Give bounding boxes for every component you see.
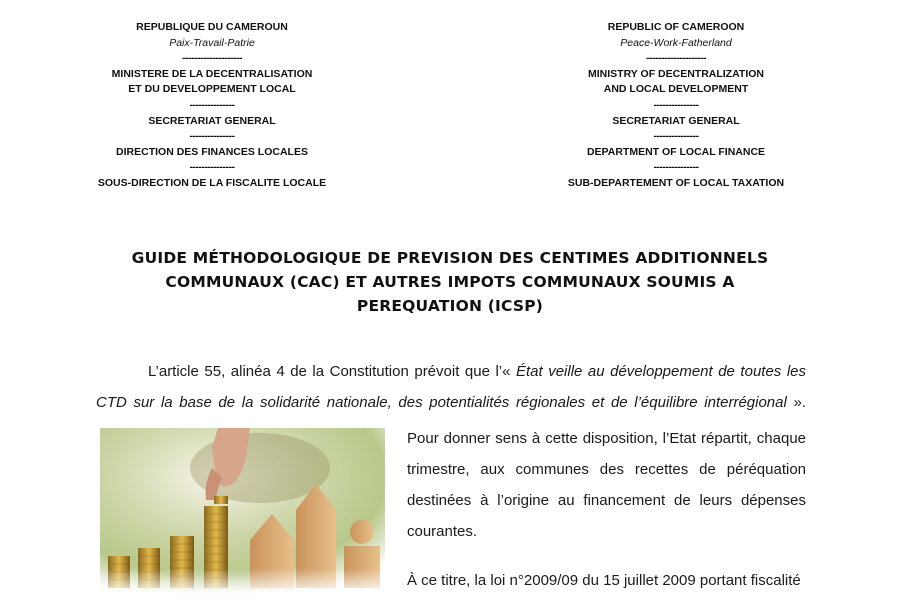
header-english: [516, 20, 836, 192]
separator: ---------------: [189, 98, 235, 111]
motto-fr: Paix-Travail-Patrie: [169, 36, 255, 49]
paragraph-loi: [407, 565, 806, 596]
paragraph-line: trimestre, aux communes des recettes de péréquation: [407, 461, 806, 478]
paragraph-line: Pour donner sens à cette disposition, l’Etat répartit, chaque: [407, 430, 806, 447]
paragraph-constitution: [96, 356, 806, 418]
secretariat-en: SECRETARIAT GENERAL: [612, 114, 740, 127]
separator: ---------------: [653, 161, 699, 174]
paragraph-repartition: [407, 423, 806, 547]
direction-en: DEPARTMENT OF LOCAL FINANCE: [586, 145, 766, 158]
ministry-line2-en: AND LOCAL DEVELOPMENT: [603, 83, 749, 96]
ministry-line1-en: MINISTRY OF DECENTRALIZATION: [588, 67, 764, 80]
ministry-line2-fr: ET DU DEVELOPPEMENT LOCAL: [128, 83, 296, 96]
ministry-line1-fr: MINISTERE DE LA DECENTRALISATION: [111, 67, 313, 80]
direction-fr: DIRECTION DES FINANCES LOCALES: [116, 145, 308, 158]
title-line-3: PEREQUATION (ICSP): [356, 297, 544, 315]
paragraph-line: [96, 356, 806, 387]
country-name-en: REPUBLIC OF CAMEROON: [607, 21, 745, 33]
motto-en: Peace-Work-Fatherland: [620, 36, 732, 49]
paragraph-line: [96, 387, 806, 418]
separator: --------------------: [646, 52, 706, 65]
document-title: [60, 246, 840, 318]
separator: --------------------: [182, 52, 242, 65]
paragraph-line: courantes.: [407, 523, 478, 540]
subdirection-en: SUB-DEPARTEMENT OF LOCAL TAXATION: [567, 176, 785, 189]
separator: ---------------: [653, 98, 699, 111]
title-line-2: COMMUNAUX (CAC) ET AUTRES IMPOTS COMMUNAUX SOUMIS A: [165, 273, 735, 291]
separator: ---------------: [653, 130, 699, 143]
header-french: [52, 20, 372, 192]
subdirection-fr: SOUS-DIRECTION DE LA FISCALITE LOCALE: [97, 176, 327, 189]
separator: ---------------: [189, 130, 235, 143]
paragraph-line: destinées à l’origine au financement de leurs dépenses: [407, 492, 806, 509]
title-line-1: GUIDE MÉTHODOLOGIQUE DE PREVISION DES CENTIMES ADDITIONNELS: [131, 249, 769, 267]
paragraph-line: À ce titre, la loi n°2009/09 du 15 juillet 2009 portant fiscalité: [407, 572, 801, 589]
country-name-fr: REPUBLIQUE DU CAMEROUN: [136, 21, 288, 33]
text-quote: CTD sur la base de la solidarité nationale, des potentialités régionales et de l’équilibre interrégional: [96, 394, 787, 411]
secretariat-fr: SECRETARIAT GENERAL: [148, 114, 276, 127]
separator: ---------------: [189, 161, 235, 174]
text-quote: État veille au développement de toutes les: [515, 363, 806, 380]
text-normal: ».: [786, 394, 806, 411]
text-normal: L’article 55, alinéa 4 de la Constitution prévoit que l’«: [148, 363, 516, 380]
coins-houses-photo: [100, 428, 385, 593]
